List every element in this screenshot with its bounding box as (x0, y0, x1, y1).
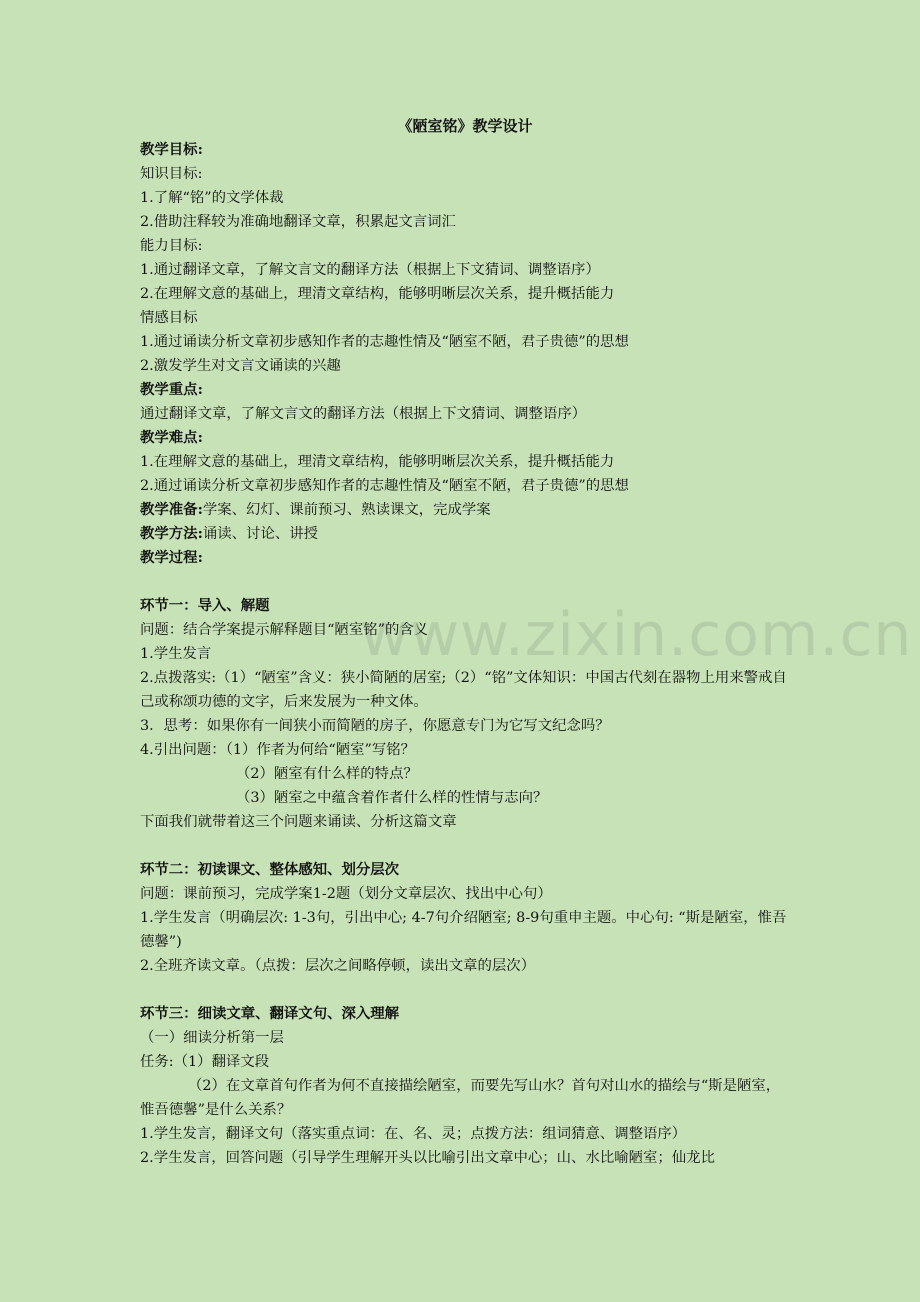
prep-label: 教学准备: (140, 501, 203, 518)
step1-item: 4.引出问题：（1）作者为何给“陋室”写铭？ (140, 742, 416, 758)
step1-item: 3．思考：如果你有一间狭小而简陋的房子，你愿意专门为它写文纪念吗？ (140, 718, 610, 734)
method-line (140, 522, 790, 546)
step2-item: 1.学生发言（明确层次: 1-3句，引出中心; 4-7句介绍陋室; 8-9句重申主题。中心句: “斯是陋室，惟吾德馨”) (140, 910, 787, 950)
emotion-heading: 情感目标 (140, 310, 198, 326)
spacer (140, 978, 790, 1002)
step2-question: 问题：课前预习，完成学案1-2题（划分文章层次、找出中心句） (140, 886, 552, 902)
prep-line (140, 498, 790, 522)
method-label: 教学方法: (140, 525, 203, 542)
step1-conclusion: 下面我们就带着这三个问题来诵读、分析这篇文章 (140, 814, 457, 830)
document-page (140, 114, 790, 1170)
step3-heading: 环节三：细读文章、翻译文句、深入理解 (140, 1005, 400, 1022)
watermark: www.zixin.com.cn (360, 600, 913, 670)
ability-item: 1.通过翻译文章，了解文言文的翻译方法（根据上下文猜词、调整语序） (140, 262, 600, 278)
emotion-item: 1.通过诵读分析文章初步感知作者的志趣性情及“陋室不陋，君子贵德”的思想 (140, 334, 629, 350)
difficulty-heading: 教学难点: (140, 429, 203, 446)
step1-item: 1.学生发言 (140, 646, 212, 662)
difficulty-item: 2.通过诵读分析文章初步感知作者的志趣性情及“陋室不陋，君子贵德”的思想 (140, 478, 629, 494)
step3-item: 1.学生发言，翻译文句（落实重点词：在、名、灵；点拨方法：组词猜意、调整语序） (140, 1126, 687, 1142)
emotion-item: 2.激发学生对文言文诵读的兴趣 (140, 358, 341, 374)
prep-text: 学案、幻灯、课前预习、熟读课文，完成学案 (202, 502, 491, 518)
step3-item: 2.学生发言，回答问题（引导学生理解开头以比喻引出文章中心；山、水比喻陋室；仙龙比 (140, 1150, 715, 1166)
step2-item: 2.全班齐读文章。（点拨：层次之间略停顿，读出文章的层次） (140, 958, 536, 974)
step3-task: （2）在文章首句作者为何不直接描绘陋室，而要先写山水？首句对山水的描绘与“斯是陋室，惟吾德馨”是什么关系？ (140, 1078, 781, 1118)
step1-item: 2.点拨落实:（1）“陋室”含义：狭小简陋的居室;（2）“铭”文体知识：中国古代刻在器物上用来警戒自己或称颂功德的文字，后来发展为一种文体。 (140, 670, 787, 710)
spacer (140, 834, 790, 858)
key-item: 通过翻译文章，了解文言文的翻译方法（根据上下文猜词、调整语序） (140, 406, 587, 422)
knowledge-heading: 知识目标: (140, 166, 203, 182)
ability-item: 2.在理解文意的基础上，理清文章结构，能够明晰层次关系，提升概括能力 (140, 286, 615, 302)
step1-heading: 环节一：导入、解题 (140, 597, 270, 614)
step1-subquestion: （3）陋室之中蕴含着作者什么样的性情与志向？ (236, 790, 548, 806)
step3-subheading: （一）细读分析第一层 (140, 1030, 284, 1046)
method-text: 诵读、讨论、讲授 (202, 526, 319, 542)
step2-heading: 环节二：初读课文、整体感知、划分层次 (140, 861, 400, 878)
key-heading: 教学重点: (140, 381, 203, 398)
step3-task: 任务:（1）翻译文段 (140, 1054, 270, 1070)
step1-subquestion: （2）陋室有什么样的特点？ (236, 766, 418, 782)
difficulty-item: 1.在理解文意的基础上，理清文章结构，能够明晰层次关系，提升概括能力 (140, 454, 615, 470)
ability-heading: 能力目标: (140, 238, 203, 254)
spacer (140, 570, 790, 594)
document-title: 《陋室铭》教学设计 (397, 117, 533, 135)
step1-question: 问题：结合学案提示解释题目“陋室铭”的含义 (140, 622, 429, 638)
knowledge-item: 1.了解“铭”的文学体裁 (140, 190, 284, 206)
knowledge-item: 2.借助注释较为准确地翻译文章，积累起文言词汇 (140, 214, 456, 230)
goals-heading: 教学目标: (140, 141, 203, 158)
process-heading: 教学过程: (140, 549, 203, 566)
